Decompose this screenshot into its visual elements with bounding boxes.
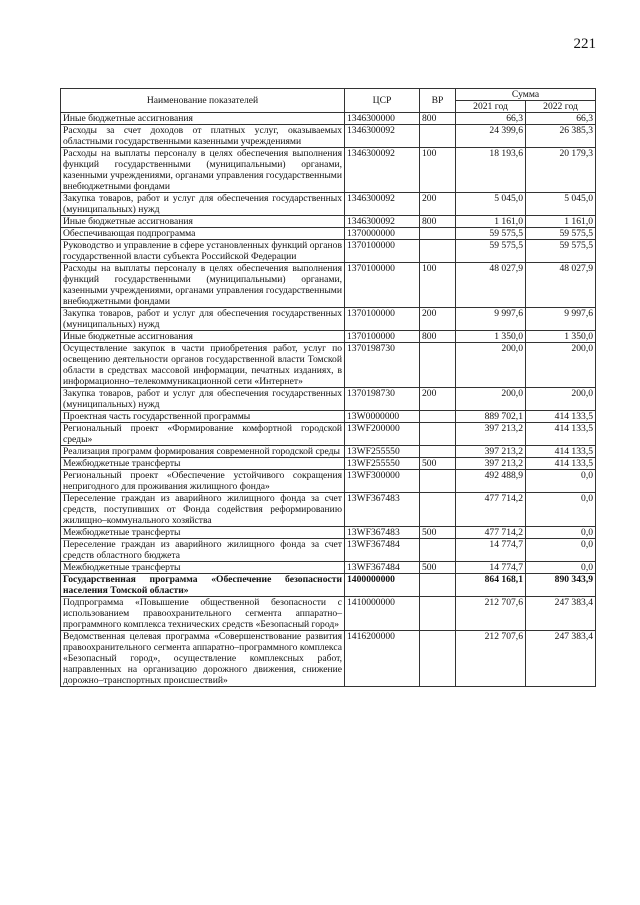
- row-sum-2021: 14 774,7: [456, 562, 526, 574]
- table-body: [61, 113, 596, 687]
- row-sum-2021: 18 193,6: [456, 148, 526, 193]
- row-vr: [420, 343, 456, 388]
- row-sum-2022: 0,0: [526, 539, 596, 562]
- table-row: [61, 308, 596, 331]
- row-vr: [420, 631, 456, 687]
- row-name: Переселение граждан из аварийного жилищного фонда за счет средств областного бюджета: [61, 539, 345, 562]
- row-vr: 200: [420, 308, 456, 331]
- table-row: [61, 423, 596, 446]
- row-vr: 800: [420, 113, 456, 125]
- row-sum-2022: 0,0: [526, 562, 596, 574]
- row-csr: 1370100000: [345, 331, 420, 343]
- row-csr: 13W0000000: [345, 411, 420, 423]
- row-sum-2021: 59 575,5: [456, 240, 526, 263]
- row-name: Ведомственная целевая программа «Совершенствование развития правоохранительного сегмента аппаратно–программного комплекса «Безопасный город», осуществление комплексных работ, направленных на организацию дорожного движения, снижение дорожно–транспортных происшествий»: [61, 631, 345, 687]
- row-sum-2021: 14 774,7: [456, 539, 526, 562]
- row-vr: 100: [420, 148, 456, 193]
- row-sum-2022: 0,0: [526, 470, 596, 493]
- table-row: [61, 562, 596, 574]
- row-csr: 13WF367483: [345, 527, 420, 539]
- row-sum-2022: 1 161,0: [526, 216, 596, 228]
- table-row: [61, 216, 596, 228]
- row-sum-2021: 9 997,6: [456, 308, 526, 331]
- row-sum-2022: 414 133,5: [526, 446, 596, 458]
- row-sum-2021: 397 213,2: [456, 458, 526, 470]
- table-row: [61, 263, 596, 308]
- row-vr: 200: [420, 193, 456, 216]
- row-sum-2022: 5 045,0: [526, 193, 596, 216]
- row-csr: 13WF255550: [345, 458, 420, 470]
- table-row: [61, 411, 596, 423]
- header-name: Наименование показателей: [61, 89, 345, 113]
- row-sum-2022: 20 179,3: [526, 148, 596, 193]
- row-vr: 500: [420, 562, 456, 574]
- row-sum-2021: 477 714,2: [456, 493, 526, 527]
- row-name: Межбюджетные трансферты: [61, 527, 345, 539]
- row-sum-2021: 492 488,9: [456, 470, 526, 493]
- row-sum-2022: 414 133,5: [526, 423, 596, 446]
- row-name: Закупка товаров, работ и услуг для обеспечения государственных (муниципальных) нужд: [61, 388, 345, 411]
- table-row: [61, 597, 596, 631]
- header-vr: ВР: [420, 89, 456, 113]
- row-vr: 800: [420, 331, 456, 343]
- row-vr: 500: [420, 458, 456, 470]
- table-row: [61, 113, 596, 125]
- header-year-2022: 2022 год: [526, 101, 596, 113]
- row-csr: 13WF367483: [345, 493, 420, 527]
- row-vr: 100: [420, 263, 456, 308]
- row-vr: 800: [420, 216, 456, 228]
- row-csr: 1370100000: [345, 308, 420, 331]
- row-csr: 1346300092: [345, 216, 420, 228]
- row-sum-2022: 59 575,5: [526, 240, 596, 263]
- table-row: [61, 574, 596, 597]
- row-sum-2021: 212 707,6: [456, 597, 526, 631]
- row-sum-2021: 889 702,1: [456, 411, 526, 423]
- row-sum-2022: 0,0: [526, 493, 596, 527]
- row-vr: [420, 574, 456, 597]
- table-row: [61, 240, 596, 263]
- row-sum-2022: 0,0: [526, 527, 596, 539]
- page-number: 221: [573, 36, 596, 52]
- row-csr: 1370198730: [345, 343, 420, 388]
- row-name: Иные бюджетные ассигнования: [61, 113, 345, 125]
- row-vr: 500: [420, 527, 456, 539]
- row-name: Обеспечивающая подпрограмма: [61, 228, 345, 240]
- row-csr: 1370000000: [345, 228, 420, 240]
- row-vr: [420, 125, 456, 148]
- row-sum-2022: 26 385,3: [526, 125, 596, 148]
- table-row: [61, 193, 596, 216]
- row-csr: 13WF300000: [345, 470, 420, 493]
- table-row: [61, 388, 596, 411]
- row-sum-2021: 48 027,9: [456, 263, 526, 308]
- table-row: [61, 148, 596, 193]
- row-vr: [420, 228, 456, 240]
- row-name: Подпрограмма «Повышение общественной безопасности с использованием правоохранительного сегмента аппаратно–программного комплекса технических средств «Безопасный город»: [61, 597, 345, 631]
- row-csr: 1416200000: [345, 631, 420, 687]
- row-name: Иные бюджетные ассигнования: [61, 216, 345, 228]
- row-name: Руководство и управление в сфере установленных функций органов государственной власти субъекта Российской Федерации: [61, 240, 345, 263]
- row-vr: [420, 446, 456, 458]
- row-name: Закупка товаров, работ и услуг для обеспечения государственных (муниципальных) нужд: [61, 193, 345, 216]
- row-name: Закупка товаров, работ и услуг для обеспечения государственных (муниципальных) нужд: [61, 308, 345, 331]
- row-name: Расходы на выплаты персоналу в целях обеспечения выполнения функций государственными (муниципальными) органами, казенными учреждениями, органами управления государственными внебюджетными фондами: [61, 148, 345, 193]
- row-name: Региональный проект «Обеспечение устойчивого сокращения непригодного для проживания жилищного фонда»: [61, 470, 345, 493]
- table-row: [61, 446, 596, 458]
- row-vr: [420, 411, 456, 423]
- row-csr: 13WF367484: [345, 562, 420, 574]
- row-name: Иные бюджетные ассигнования: [61, 331, 345, 343]
- row-csr: 1346300092: [345, 148, 420, 193]
- header-year-2021: 2021 год: [456, 101, 526, 113]
- row-name: Реализация программ формирования современной городской среды: [61, 446, 345, 458]
- row-csr: 1410000000: [345, 597, 420, 631]
- table-row: [61, 631, 596, 687]
- row-sum-2022: 890 343,9: [526, 574, 596, 597]
- row-csr: 13WF367484: [345, 539, 420, 562]
- row-vr: [420, 240, 456, 263]
- row-sum-2022: 414 133,5: [526, 411, 596, 423]
- row-name: Осуществление закупок в части приобретения работ, услуг по освещению деятельности органов государственной власти Томской области в средствах массовой информации, печатных изданиях, в информационно–телекоммуникационной сети «Интернет»: [61, 343, 345, 388]
- header-csr: ЦСР: [345, 89, 420, 113]
- row-csr: 1370100000: [345, 240, 420, 263]
- row-name: Проектная часть государственной программы: [61, 411, 345, 423]
- row-csr: 1370198730: [345, 388, 420, 411]
- row-vr: [420, 539, 456, 562]
- row-sum-2021: 5 045,0: [456, 193, 526, 216]
- row-sum-2021: 59 575,5: [456, 228, 526, 240]
- row-name: Межбюджетные трансферты: [61, 562, 345, 574]
- row-sum-2022: 59 575,5: [526, 228, 596, 240]
- row-sum-2022: 48 027,9: [526, 263, 596, 308]
- table-header: [61, 89, 596, 113]
- row-sum-2021: 397 213,2: [456, 423, 526, 446]
- row-sum-2022: 414 133,5: [526, 458, 596, 470]
- table-row: [61, 458, 596, 470]
- row-sum-2021: 200,0: [456, 343, 526, 388]
- row-name: Расходы за счет доходов от платных услуг, оказываемых областными государственными казенными учреждениями: [61, 125, 345, 148]
- row-sum-2021: 477 714,2: [456, 527, 526, 539]
- row-sum-2021: 24 399,6: [456, 125, 526, 148]
- row-csr: 13WF200000: [345, 423, 420, 446]
- row-csr: 1346300092: [345, 193, 420, 216]
- table-row: [61, 470, 596, 493]
- row-csr: 1370100000: [345, 263, 420, 308]
- row-sum-2022: 1 350,0: [526, 331, 596, 343]
- row-name: Региональный проект «Формирование комфортной городской среды»: [61, 423, 345, 446]
- row-vr: 200: [420, 388, 456, 411]
- row-sum-2021: 1 161,0: [456, 216, 526, 228]
- row-csr: 13WF255550: [345, 446, 420, 458]
- table-row: [61, 527, 596, 539]
- row-sum-2022: 66,3: [526, 113, 596, 125]
- table-row: [61, 228, 596, 240]
- table-row: [61, 493, 596, 527]
- budget-table: [60, 88, 596, 687]
- row-name: Переселение граждан из аварийного жилищного фонда за счет средств, поступивших от Фонда содействия реформированию жилищно–коммунального хозяйства: [61, 493, 345, 527]
- row-csr: 1400000000: [345, 574, 420, 597]
- row-sum-2022: 247 383,4: [526, 631, 596, 687]
- row-name: Расходы на выплаты персоналу в целях обеспечения выполнения функций государственными (муниципальными) органами, казенными учреждениями, органами управления государственными внебюджетными фондами: [61, 263, 345, 308]
- row-vr: [420, 597, 456, 631]
- table-row: [61, 125, 596, 148]
- row-sum-2021: 200,0: [456, 388, 526, 411]
- row-sum-2022: 200,0: [526, 343, 596, 388]
- row-vr: [420, 470, 456, 493]
- table-row: [61, 343, 596, 388]
- row-vr: [420, 423, 456, 446]
- header-sum: Сумма: [456, 89, 596, 101]
- row-sum-2022: 200,0: [526, 388, 596, 411]
- row-sum-2021: 1 350,0: [456, 331, 526, 343]
- table-row: [61, 331, 596, 343]
- row-sum-2021: 212 707,6: [456, 631, 526, 687]
- table-row: [61, 539, 596, 562]
- row-sum-2021: 66,3: [456, 113, 526, 125]
- row-sum-2021: 864 168,1: [456, 574, 526, 597]
- row-csr: 1346300092: [345, 125, 420, 148]
- row-name: Межбюджетные трансферты: [61, 458, 345, 470]
- row-sum-2021: 397 213,2: [456, 446, 526, 458]
- row-name: Государственная программа «Обеспечение безопасности населения Томской области»: [61, 574, 345, 597]
- row-sum-2022: 247 383,4: [526, 597, 596, 631]
- row-csr: 1346300000: [345, 113, 420, 125]
- row-sum-2022: 9 997,6: [526, 308, 596, 331]
- row-vr: [420, 493, 456, 527]
